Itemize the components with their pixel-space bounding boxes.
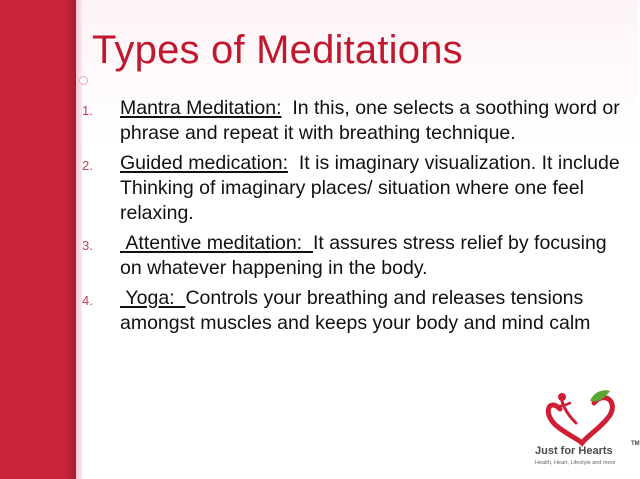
logo-trademark: TM [631,441,640,447]
list-number: 4. [82,293,93,308]
logo-name: Just for Hearts [535,445,613,457]
list-item [82,151,627,226]
item-body: Controls your breathing and releases tensions amongst muscles and keeps your body and mind calm [120,287,591,334]
left-accent-stripe [0,0,76,479]
item-heading: Yoga: [120,287,186,309]
item-heading: Mantra Meditation: [120,97,282,119]
logo [530,383,638,479]
list-number: 2. [82,158,93,173]
item-body: In this, one selects a soothing word or phrase and repeat it with breathing technique. [120,97,626,144]
list-item-text [120,286,627,336]
meditation-list [82,96,627,341]
list-item-text [120,231,627,281]
slide-title: Types of Meditations [92,28,463,72]
list-item [82,286,627,336]
item-body: It is imaginary visualization. It include Thinking of imaginary places/ situation where one feel relaxing. [120,152,625,224]
heart-figure-icon [540,387,624,445]
list-item [82,231,627,281]
list-item-text [120,151,627,226]
item-heading: Guided medication: [120,152,289,174]
list-item-text [120,96,627,146]
list-number: 3. [82,238,93,253]
list-item [82,96,627,146]
logo-tagline: Health, Heart, Lifestyle and more [535,460,616,466]
list-number: 1. [82,103,93,118]
item-body: It assures stress relief by focusing on whatever happening in the body. [120,232,607,279]
decorative-circle-icon [79,76,88,85]
item-heading: Attentive meditation: [120,232,313,254]
